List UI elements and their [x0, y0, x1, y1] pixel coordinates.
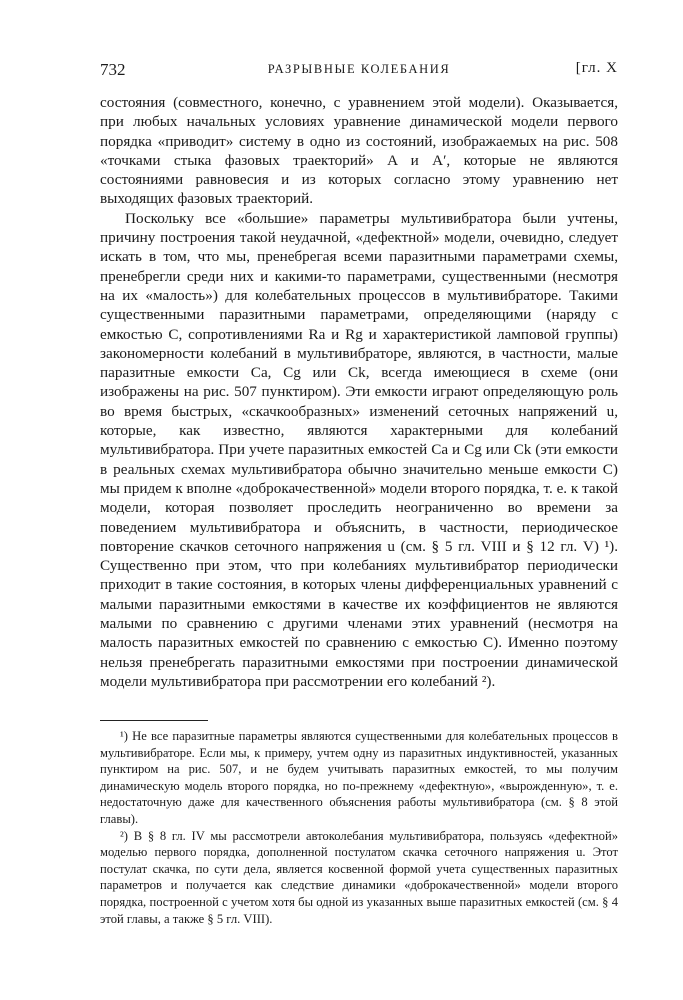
footnote-2: ²) В § 8 гл. IV мы рассмотрели автоколебания мультивибратора, пользуясь «дефектной» моделью первого порядка, дополненной постулатом скачка сеточного напряжения u. Этот постулат скачка, по сути дела, является косвенной формой учета существенных паразитных параметров и получается как следствие динамики «доброкачественной» модели второго порядка, построенной с учетом хотя бы одной из указанных выше паразитных емкостей (см. § 4 этой главы, а также § 5 гл. VIII). — [100, 828, 618, 926]
paragraph-2: Поскольку все «большие» параметры мультивибратора были учтены, причину построения такой неудачной, «дефектной» модели, очевидно, следует искать в том, что мы, пренебрегая всеми паразитными параметрами схемы, пренебрегли среди них и какими-то параметрами, существенными (несмотря на их «малость») для колебательных процессов в мультивибраторе. Такими существенными паразитными параметрами, определяющими (наряду с емкостью C, сопротивлениями Ra и Rg и характеристикой ламповой группы) закономерности колебаний в мультивибраторе, являются, в частности, малые паразитные емкости Ca, Cg или Ck, всегда имеющиеся в схеме (они изображены на рис. 507 пунктиром). Эти емкости играют определяющую роль во время быстрых, «скачкообразных» изменений сеточных напряжений u, которые, как известно, являются характерными для колебаний мультивибратора. При учете паразитных емкостей Ca и Cg или Ck (эти емкости в реальных схемах мультивибратора обычно значительно меньше емкости C) мы придем к вполне «доброкачественной» модели второго порядка, т. е. к такой модели, которая позволяет проследить неограниченно во времени за поведением мультивибратора и объяснить, в частности, периодическое повторение скачков сеточного напряжения u (см. § 5 гл. VIII и § 12 гл. V) ¹). Существенно при этом, что при колебаниях мультивибратор периодически приходит в такие состояния, в которых члены дифференциальных уравнений с малыми паразитными емкостями в качестве их коэффициентов не являются малыми по сравнению с другими членами этих уравнений (несмотря на малость паразитных емкостей по сравнению с емкостью C). Именно поэтому нельзя пренебрегать паразитными емкостями при построении динамической модели мультивибратора при рассмотрении его колебаний ²). — [100, 209, 618, 690]
footnotes — [100, 728, 618, 927]
page-number: 732 — [100, 60, 126, 79]
running-title: РАЗРЫВНЫЕ КОЛЕБАНИЯ — [267, 62, 451, 76]
chapter-label: [гл. X — [575, 60, 618, 76]
paragraph-1: состояния (совместного, конечно, с уравнением этой модели). Оказывается, при любых начальных условиях уравнение динамической модели первого порядка «приводит» систему в одно из состояний, изображаемых на рис. 508 «точками стыка фазовых траекторий» A и A′, которые не являются состояниями равновесия и из которых согласно этому уравнению нет выходящих фазовых траекторий. — [100, 94, 618, 208]
main-text — [100, 93, 618, 691]
footnote-divider — [100, 720, 208, 721]
footnote-1: ¹) Не все паразитные параметры являются существенными для колебательных процессов в мультивибраторе. Если мы, к примеру, учтем одну из паразитных индуктивностей, указанных пунктиром на рис. 507, и не будем учитывать паразитных емкостей, то мы получим динамическую модель второго порядка, но по-прежнему «дефектную», «вырожденную», т. е. недостаточную даже для качественного объяснения работы мультивибратора (см. § 8 этой главы). — [100, 729, 618, 826]
page-header — [100, 60, 618, 82]
